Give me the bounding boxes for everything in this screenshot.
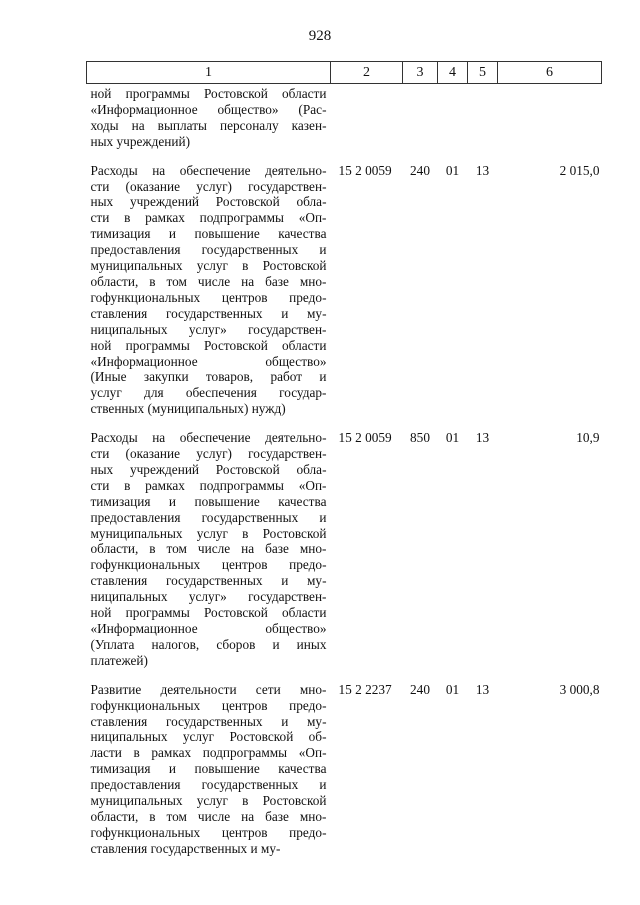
description-line: ставления государственных и му- [90, 713, 327, 729]
description-line: ной программы Ростовской области [90, 605, 327, 621]
header-col-1: 1 [87, 62, 331, 84]
header-col-3: 3 [403, 62, 438, 84]
description-line: ственных (муниципальных) нужд) [90, 401, 286, 417]
description-line: гофункциональных центров предо- [90, 289, 327, 305]
description-line: области, в том числе на базе мно- [90, 273, 327, 289]
description-line: тимизация и повышение качества [90, 226, 327, 242]
row-spacer [87, 150, 602, 163]
description-line: ной программы Ростовской области [90, 337, 327, 353]
description-line: (Уплата налогов, сборов и иных [90, 636, 327, 652]
page-number: 928 [308, 28, 332, 44]
row-description [87, 84, 331, 150]
description-line: ных учреждений) [90, 133, 191, 149]
description-line: ных учреждений Ростовской обла- [90, 194, 327, 210]
row-expense-type: 240 [410, 681, 430, 697]
table-row [87, 163, 602, 418]
row-section: 01 [445, 162, 460, 178]
row-description [87, 430, 331, 669]
description-line: платежей) [90, 652, 148, 668]
row-target-code [331, 84, 403, 150]
description-line: гофункциональных центров предо- [90, 824, 327, 840]
row-spacer [87, 669, 602, 682]
row-section: 01 [445, 681, 460, 697]
description-line: предоставления государственных и [90, 242, 327, 258]
row-description [87, 682, 331, 857]
description-line: «Информационное общество» (Рас- [90, 101, 327, 117]
row-target-code: 15 2 0059 [338, 162, 392, 178]
description-line: ставления государственных и му- [90, 305, 327, 321]
description-line: ных учреждений Ростовской обла- [90, 461, 327, 477]
description-line: услуг для обеспечения государ- [90, 385, 327, 401]
header-col-6: 6 [498, 62, 602, 84]
description-line: гофункциональных центров предо- [90, 557, 327, 573]
row-expense-type: 240 [410, 162, 430, 178]
description-line: ниципальных услуг» государствен- [90, 321, 327, 337]
row-subsection: 13 [475, 430, 490, 446]
row-description [87, 163, 331, 418]
description-line: ласти в рамках подпрограммы «Оп- [90, 745, 327, 761]
description-line: предоставления государственных и [90, 509, 327, 525]
description-line: сти (оказание услуг) государствен- [90, 178, 327, 194]
description-line: Расходы на обеспечение деятельно- [90, 162, 327, 178]
row-subsection: 13 [475, 162, 490, 178]
description-line: «Информационное общество» [90, 621, 327, 636]
header-col-2: 2 [331, 62, 403, 84]
description-line: сти (оказание услуг) государствен- [90, 446, 327, 462]
description-line: сти в рамках подпрограммы «Оп- [90, 477, 327, 493]
description-line: «Информационное общество» [90, 353, 327, 369]
description-line: тимизация и повышение качества [90, 493, 327, 509]
row-subsection: 13 [475, 681, 490, 697]
description-line: (Иные закупки товаров, работ и [90, 369, 327, 385]
row-spacer-cell [87, 417, 602, 430]
row-amount: 2 015,0 [559, 162, 600, 178]
description-line: ставления государственных и му- [90, 840, 281, 856]
table-row [87, 84, 602, 150]
description-line: муниципальных услуг в Ростовской [90, 525, 327, 541]
description-line: сти в рамках подпрограммы «Оп- [90, 210, 327, 226]
table-body [87, 84, 602, 857]
description-line: тимизация и повышение качества [90, 761, 327, 777]
row-section [438, 84, 468, 150]
description-line: муниципальных услуг в Ростовской [90, 793, 327, 809]
description-line: Развитие деятельности сети мно- [90, 681, 327, 697]
description-line: Расходы на обеспечение деятельно- [90, 430, 327, 446]
row-expense-type [403, 84, 438, 150]
header-row [87, 62, 602, 84]
row-spacer-cell [87, 150, 602, 163]
row-target-code: 15 2 0059 [338, 430, 392, 446]
header-col-4: 4 [438, 62, 468, 84]
row-expense-type: 850 [410, 430, 430, 446]
table-row [87, 682, 602, 857]
row-spacer [87, 417, 602, 430]
header-col-5: 5 [468, 62, 498, 84]
row-target-code: 15 2 2237 [338, 681, 392, 697]
row-spacer-cell [87, 669, 602, 682]
row-amount [498, 84, 602, 150]
row-subsection [468, 84, 498, 150]
row-amount: 3 000,8 [559, 681, 600, 697]
description-line: муниципальных услуг в Ростовской [90, 258, 327, 274]
table-row [87, 430, 602, 669]
description-line: области, в том числе на базе мно- [90, 541, 327, 557]
description-line: ставления государственных и му- [90, 573, 327, 589]
description-line: ниципальных услуг Ростовской об- [90, 729, 327, 745]
description-line: ходы на выплаты персоналу казен- [90, 117, 327, 133]
description-line: ной программы Ростовской области [90, 86, 327, 101]
description-line: гофункциональных центров предо- [90, 697, 327, 713]
row-section: 01 [445, 430, 460, 446]
description-line: предоставления государственных и [90, 777, 327, 793]
description-line: области, в том числе на базе мно- [90, 808, 327, 824]
budget-table [86, 61, 602, 857]
row-amount: 10,9 [576, 430, 600, 446]
table-header [87, 62, 602, 84]
description-line: ниципальных услуг» государствен- [90, 589, 327, 605]
